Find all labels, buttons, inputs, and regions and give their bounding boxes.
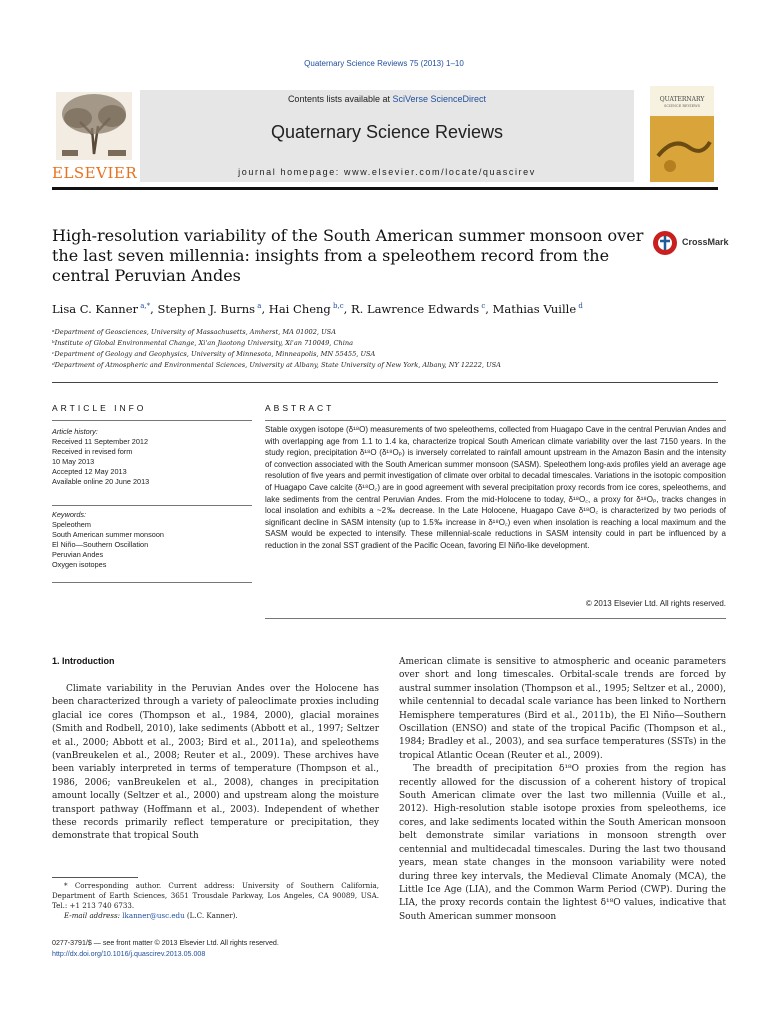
article-history bbox=[52, 427, 252, 487]
keyword: El Niño—Southern Oscillation bbox=[52, 540, 149, 549]
keyword: Oxygen isotopes bbox=[52, 560, 107, 569]
abstract-heading: ABSTRACT bbox=[265, 403, 335, 413]
author-list: Lisa C. Kanner $^{a,*}$, Stephen J. Burns $^a$, Hai Cheng $^{b,c}$, R. Lawrence Edwards $^c$, Mathias Vuille $^d$ bbox=[52, 302, 583, 316]
email-link[interactable]: lkanner@usc.edu bbox=[122, 911, 185, 920]
contents-prefix: Contents lists available at bbox=[287, 94, 393, 104]
author-name: R. Lawrence Edwards bbox=[350, 302, 480, 316]
doi-link[interactable]: http://dx.doi.org/10.1016/j.quascirev.2013.05.008 bbox=[52, 950, 206, 958]
affiliation: ᶜDepartment of Geology and Geophysics, University of Minnesota, Minneapolis, MN 55455, USA bbox=[52, 350, 376, 358]
author bbox=[157, 302, 261, 316]
divider bbox=[52, 505, 252, 506]
history-item: 10 May 2013 bbox=[52, 457, 95, 466]
divider bbox=[265, 618, 726, 619]
email-label: E-mail address: bbox=[64, 911, 123, 920]
author bbox=[351, 302, 485, 316]
author-name: Stephen J. Burns bbox=[157, 302, 256, 316]
history-item: Received in revised form bbox=[52, 447, 133, 456]
affiliation: ᵃDepartment of Geosciences, University of Massachusetts, Amherst, MA 01002, USA bbox=[52, 328, 336, 336]
author-name: Lisa C. Kanner bbox=[52, 302, 138, 316]
crossmark-icon bbox=[652, 230, 678, 256]
author-affiliation-marker[interactable]: a,* bbox=[138, 302, 151, 311]
article-info-heading: ARTICLE INFO bbox=[52, 403, 147, 413]
elsevier-logo bbox=[52, 88, 136, 186]
journal-title: Quaternary Science Reviews bbox=[270, 122, 504, 142]
author-name: Hai Cheng bbox=[268, 302, 331, 316]
keyword: South American summer monsoon bbox=[52, 530, 164, 539]
history-label: Article history: bbox=[52, 427, 98, 436]
keyword: Speleothem bbox=[52, 520, 91, 529]
divider bbox=[52, 582, 252, 583]
crossmark-label: CrossMark bbox=[682, 237, 729, 247]
history-item: Available online 20 June 2013 bbox=[52, 477, 150, 486]
section-heading: 1. Introduction bbox=[52, 656, 115, 666]
author-name: Mathias Vuille bbox=[492, 302, 577, 316]
email-line bbox=[52, 911, 379, 921]
affiliation: ᵇInstitute of Global Environmental Change, Xi'an Jiaotong University, Xi'an 710049, China bbox=[52, 339, 354, 347]
history-item: Received 11 September 2012 bbox=[52, 437, 149, 446]
paragraph: American climate is sensitive to atmospheric and oceanic parameters over short and long timescales. Orbital-scale trends are forced by austral summer insolation (Thompson et al., 1995; Seltzer et al., 2000), while centennial to decadal scale variance has been linked to Northern Hemisphere temperatures (Bird et al., 2011b), the El Niño—Southern Oscillation (ENSO) and state of the tropical Pacific (Thompson et al., 1984; Bradley et al., 2003), and sea surface temperatures (SSTs) in the tropical Atlantic Ocean (Reuter et al., 2009). bbox=[399, 657, 726, 761]
author-affiliation-marker[interactable]: c bbox=[479, 302, 486, 311]
article-title: High-resolution variability of the South American summer monsoon over the last seven millennia: insights from a speleothem record from the central Peruvian Andes bbox=[52, 226, 644, 285]
paragraph: The breadth of precipitation δ¹⁸O proxies from the region has recently allowed for the discussion of a coherent history of tropical South American climate over the last two millennia (Vuille et al., 2012). High-resolution stable isotope proxies from speleothems, ice cores, and lake sediments located within the South American monsoon belt demonstrate similar variations in monsoon strength over centennial and multidecadal timescales. During the last two thousand years, mean state changes in the monsoon variability were noted during three key intervals, the Medieval Climate Anomaly (MCA), the Little Ice Age (LIA), and the Common Warm Period (CWP). During the LIA, the proxy records contain the lightest δ¹⁸O values, indicative that South American summer monsoon bbox=[399, 764, 726, 922]
divider bbox=[52, 420, 252, 421]
footnote bbox=[52, 881, 379, 921]
crossmark-badge[interactable] bbox=[652, 230, 732, 258]
divider bbox=[265, 420, 726, 421]
footnote-rule bbox=[52, 877, 138, 878]
body-column-right bbox=[399, 656, 726, 924]
corresponding-author: * Corresponding author. Current address: University of Southern California, Department of Earth Sciences, 3651 Trousdale Parkway, Los Angeles, CA 90089, USA. Tel.: +1 213 740 6733. bbox=[52, 881, 379, 910]
journal-cover bbox=[650, 86, 714, 182]
affiliation: ᵈDepartment of Atmospheric and Environmental Sciences, University at Albany, State University of New York, Albany, NY 12222, USA bbox=[52, 361, 501, 369]
front-matter-text: 0277-3791/$ — see front matter © 2013 Elsevier Ltd. All rights reserved. bbox=[52, 939, 279, 947]
copyright: © 2013 Elsevier Ltd. All rights reserved. bbox=[585, 599, 726, 608]
body-column-left bbox=[52, 683, 379, 844]
keyword: Peruvian Andes bbox=[52, 550, 104, 559]
journal-reference[interactable]: Quaternary Science Reviews 75 (2013) 1–10 bbox=[304, 59, 464, 68]
author bbox=[269, 302, 344, 316]
sciencedirect-link[interactable]: SciVerse ScienceDirect bbox=[392, 94, 487, 104]
author bbox=[493, 302, 583, 316]
keywords bbox=[52, 510, 252, 570]
paragraph: Climate variability in the Peruvian Andes over the Holocene has been characterized through a variety of paleoclimate proxies including glacial ice cores (Thompson et al., 1984, 2000), glacial moraines (Smith and Rodbell, 2010), lake sediments (Abbott et al., 1997; Seltzer et al., 2000; Abbott et al., 2003; Bird et al., 2011a), and speleothems (vanBreukelen et al., 2008; Reuter et al., 2009). These archives have been variably interpreted in terms of temperature (Thompson et al., 1986, 2006; vanBreukelen et al., 2008), changes in precipitation amount locally (Seltzer et al., 2000) and upstream along the moisture transport pathway (Hoffmann et al., 2003). Independent of whether these records primarily reflect temperature or precipitation, they demonstrate that tropical South bbox=[52, 684, 379, 842]
cover-title: QUATERNARY bbox=[659, 96, 705, 103]
header-rule bbox=[52, 187, 718, 190]
contents-line bbox=[140, 94, 634, 104]
email-suffix: (L.C. Kanner). bbox=[184, 911, 238, 920]
abstract-text: Stable oxygen isotope (δ¹⁸O) measurements of two speleothems, collected from Huagapo Cave in the central Peruvian Andes and with overlapping age from 1.1 to 1.4 ka, characterize tropical South American climate variability over the last 7150 years. In the study region, precipitation δ¹⁸O (δ¹⁸Oₚ) is inversely correlated to rainfall amount upstream in the Amazon Basin and the intensity of convection associated with the South American summer monsoon (SASM). Speleothem long-axis profiles yield an average age resolution of five years and permit investigation of climate over orbital to decadal timescales. Variations in the isotopic composition of Huagapo Cave calcite (δ¹⁸O꜀) are in good agreement with several precipitation proxy records from ice cores, speleothems, and lake sediments from the central Peruvian Andes. From the mid-Holocene to today, δ¹⁸O꜀, a proxy for δ¹⁸Oₚ, tracks changes in local insolation and exhibits a ~2‰ decrease. In the Late Holocene, Huagapo Cave δ¹⁸O꜀ is characterized by two periods of significant decline in SASM intensity (up to 1.5‰ increase in δ¹⁸O꜀) even when insolation is reaching a local maximum and the SASM would be expected to intensify. These millennial-scale reductions in SASM intensity could in part be influenced by a reduction in the zonal SST gradient of the Pacific Ocean, favoring El Niño-like development. bbox=[265, 425, 726, 550]
keywords-label: Keywords: bbox=[52, 510, 87, 519]
author-affiliation-marker[interactable]: a bbox=[255, 302, 262, 311]
publisher-name: ELSEVIER bbox=[52, 164, 138, 182]
author-affiliation-marker[interactable]: d bbox=[576, 302, 583, 311]
cover-subtitle: SCIENCE REVIEWS bbox=[663, 104, 701, 108]
front-matter bbox=[52, 938, 379, 960]
author bbox=[52, 302, 150, 316]
history-item: Accepted 12 May 2013 bbox=[52, 467, 127, 476]
section-rule bbox=[52, 382, 718, 383]
journal-homepage[interactable]: journal homepage: www.elsevier.com/locate/quascirev bbox=[238, 167, 536, 177]
author-affiliation-marker[interactable]: b,c bbox=[330, 302, 344, 311]
